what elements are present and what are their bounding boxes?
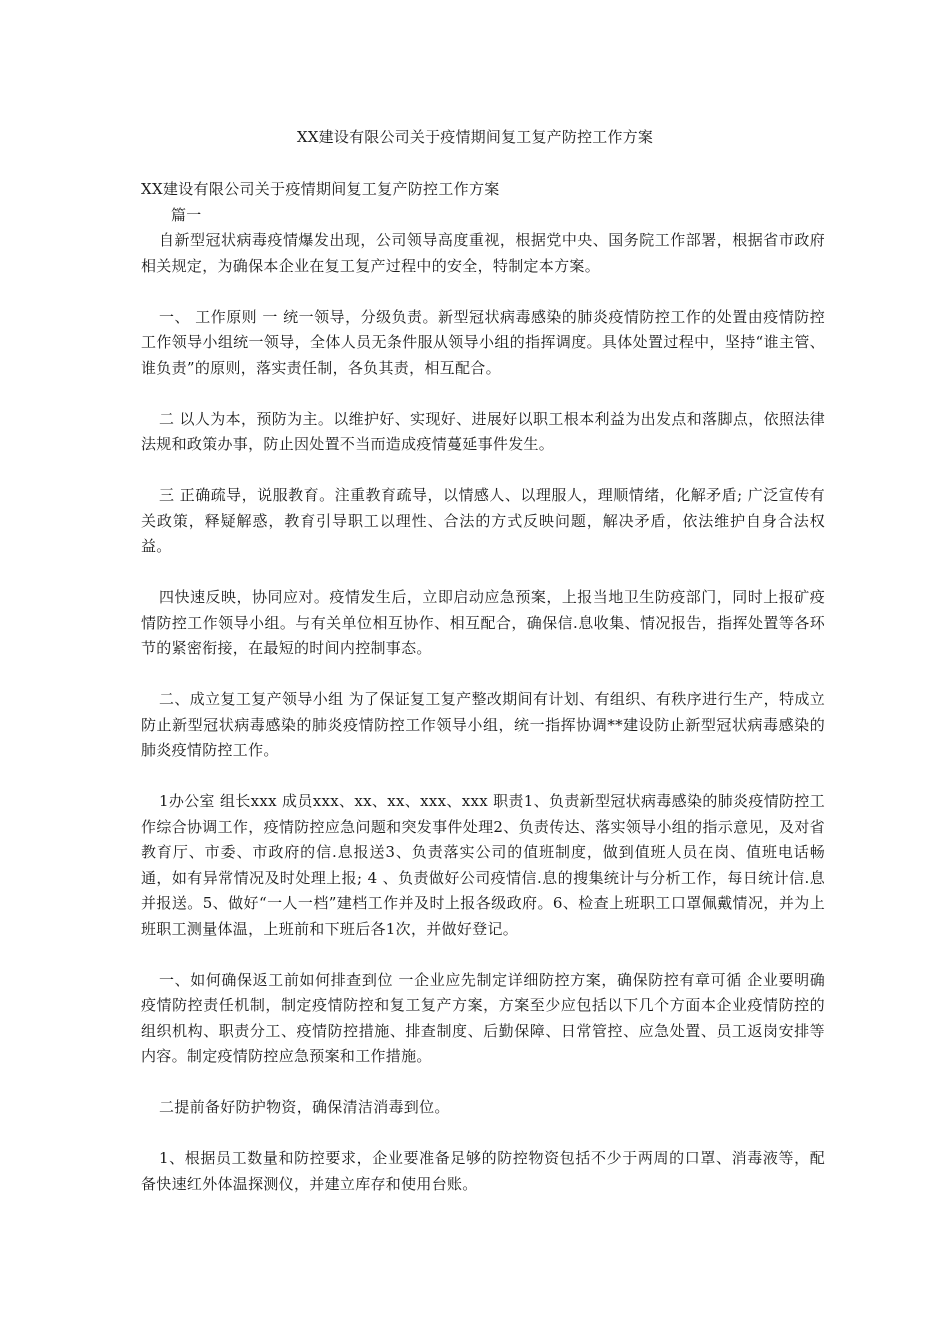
paragraph-intro: 自新型冠状病毒疫情爆发出现，公司领导高度重视，根据党中央、国务院工作部署，根据省市政府相关规定，为确保本企业在复工复产过程中的安全，特制定本方案。 bbox=[141, 231, 825, 275]
document-title: XX建设有限公司关于疫情期间复工复产防控工作方案 bbox=[296, 128, 654, 146]
paragraph-leadership-group: 二、成立复工复产领导小组 为了保证复工复产整改期间有计划、有组织、有秩序进行生产，特成立防止新型冠状病毒感染的肺炎疫情防控工作领导小组，统一指挥协调**建设防止新型冠状病毒感染的肺炎疫情防控工作。 bbox=[141, 690, 825, 759]
paragraph-principle-3: 三 正确疏导，说服教育。注重教育疏导，以情感人、以理服人，理顺情绪，化解矛盾; 广泛宣传有关政策，释疑解惑，教育引导职工以理性、合法的方式反映问题，解决矛盾，依法维护自身合法权益。 bbox=[141, 486, 825, 555]
paragraph-supplies-item-1: 1、根据员工数量和防控要求，企业要准备足够的防控物资包括不少于两周的口罩、消毒液等，配备快速红外体温探测仪，并建立库存和使用台账。 bbox=[141, 1149, 825, 1193]
paragraph-supplies-heading: 二提前备好防护物资，确保清洁消毒到位。 bbox=[159, 1098, 450, 1116]
section-label: 篇一 bbox=[171, 205, 202, 224]
document-subtitle: XX建设有限公司关于疫情期间复工复产防控工作方案 bbox=[141, 180, 500, 198]
paragraph-screening: 一、如何确保返工前如何排查到位 一企业应先制定详细防控方案，确保防控有章可循 企业要明确疫情防控责任机制，制定疫情防控和复工复产方案，方案至少应包括以下几个方面本企业疫情防控的组织机构、职责分工、疫情防控措施、排查制度、后勤保障、日常管控、应急处置、员工返岗安排等内容。制定疫情防控应急预案和工作措施。 bbox=[141, 970, 825, 1065]
paragraph-principle-2: 二 以人为本，预防为主。以维护好、实现好、进展好以职工根本利益为出发点和落脚点，依照法律法规和政策办事，防止因处置不当而造成疫情蔓延事件发生。 bbox=[141, 409, 825, 453]
document-body bbox=[141, 177, 825, 1223]
paragraph-principle-4: 四快速反映，协同应对。疫情发生后，立即启动应急预案，上报当地卫生防疫部门，同时上报矿疫情防控工作领导小组。与有关单位相互协作、相互配合，确保信.息收集、情况报告，指挥处置等各环节的紧密衔接，在最短的时间内控制事态。 bbox=[141, 588, 825, 657]
paragraph-principle-1: 一、 工作原则 一 统一领导，分级负责。新型冠状病毒感染的肺炎疫情防控工作的处置由疫情防控工作领导小组统一领导，全体人员无条件服从领导小组的指挥调度。具体处置过程中，坚持“谁主管、谁负责”的原则，落实责任制，各负其责，相互配合。 bbox=[141, 307, 825, 377]
paragraph-office-duties: 1办公室 组长xxx 成员xxx、xx、xx、xxx、xxx 职责1、负责新型冠状病毒感染的肺炎疫情防控工作综合协调工作，疫情防控应急问题和突发事件处理2、负责传达、落实领导小组的指示意见，及对省教育厅、市委、市政府的信.息报送3、负责落实公司的值班制度，做到值班人员在岗、值班电话畅通，如有异常情况及时处理上报; 4 、负责做好公司疫情信.息的搜集统计与分析工作，每日统计信.息并报送。5、做好“一人一档”建档工作并及时上报各级政府。6、检查上班职工口罩佩戴情况，并为上班职工测量体温，上班前和下班后各1次，并做好登记。 bbox=[141, 792, 825, 938]
